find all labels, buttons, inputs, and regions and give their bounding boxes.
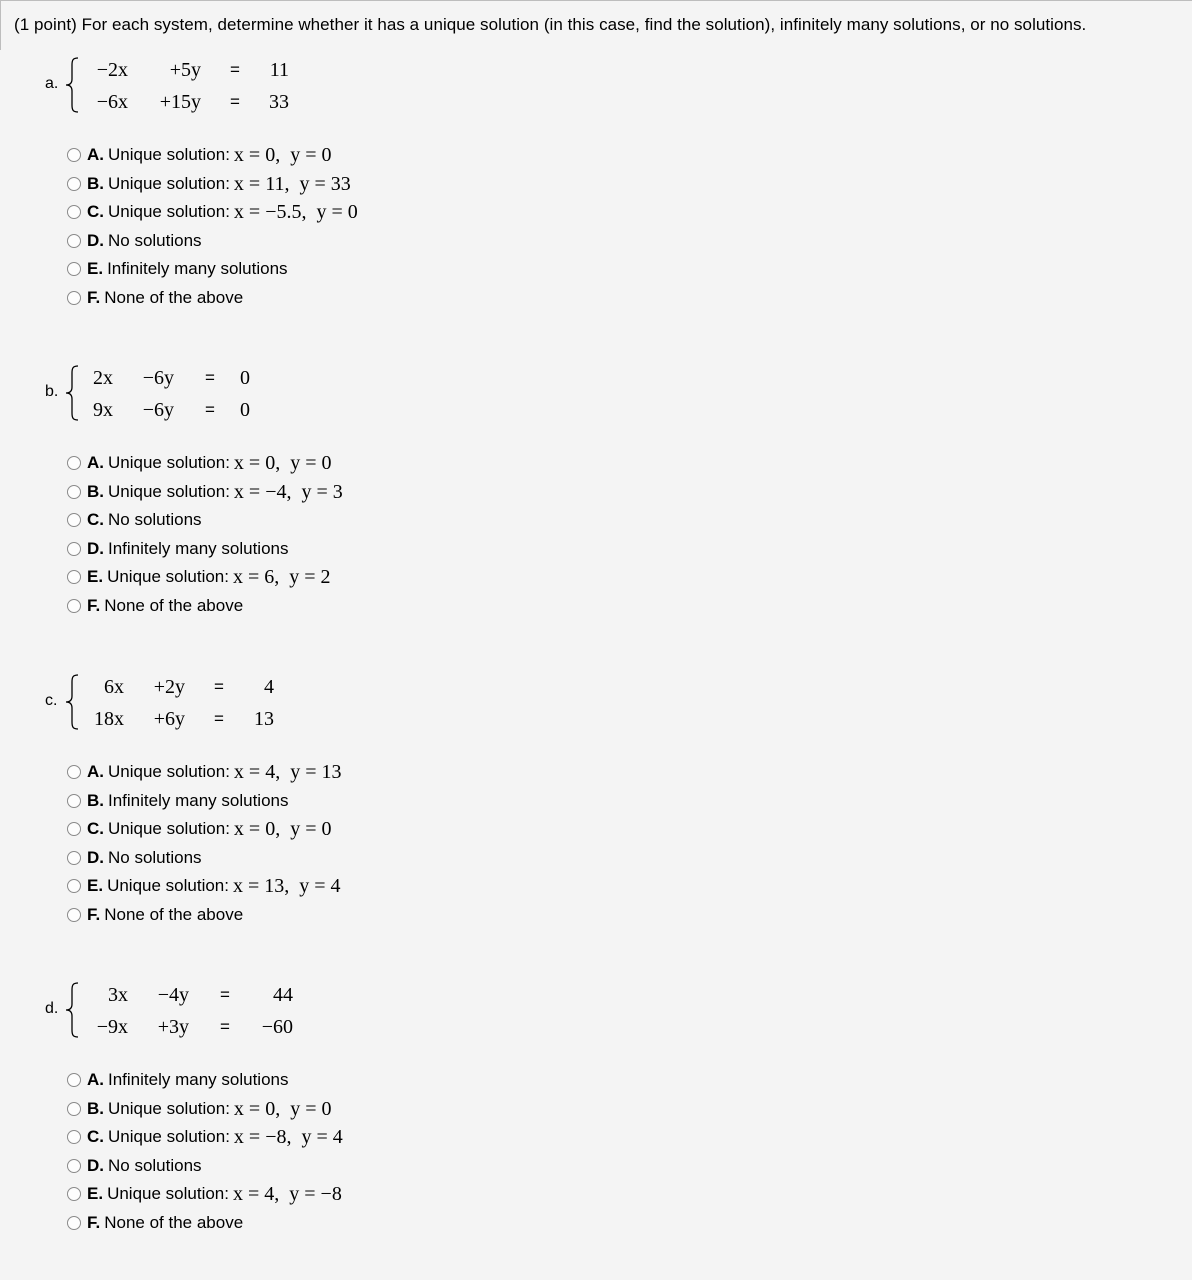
option-solution: x = −5.5, y = 0 bbox=[233, 201, 358, 224]
equation-term: −6y bbox=[142, 367, 174, 389]
part-label: c. bbox=[45, 692, 58, 709]
option-solution: x = 4, y = 13 bbox=[233, 761, 342, 783]
equation-row bbox=[0, 674, 400, 700]
part-label: a. bbox=[45, 75, 59, 92]
option-text: Unique solution: bbox=[107, 876, 229, 896]
part-a bbox=[0, 55, 1192, 355]
part-d bbox=[0, 980, 1192, 1280]
equation-rhs: 11 bbox=[269, 59, 289, 81]
option-solution: x = 13, y = 4 bbox=[232, 875, 341, 898]
radio-button[interactable] bbox=[67, 148, 81, 162]
option-text: Infinitely many solutions bbox=[108, 538, 289, 558]
equals-sign: = bbox=[230, 92, 240, 111]
option-text: Unique solution: bbox=[108, 453, 230, 472]
radio-button[interactable] bbox=[67, 542, 81, 556]
answer-option[interactable] bbox=[67, 874, 341, 898]
radio-button[interactable] bbox=[67, 1102, 81, 1116]
option-text: None of the above bbox=[104, 905, 244, 924]
option-text: Unique solution: bbox=[108, 1098, 230, 1118]
answer-option[interactable] bbox=[67, 286, 243, 310]
option-text: Infinitely many solutions bbox=[107, 259, 288, 279]
option-text: Unique solution: bbox=[108, 1127, 230, 1147]
option-solution: x = 0, y = 0 bbox=[233, 144, 332, 166]
radio-button[interactable] bbox=[67, 822, 81, 836]
radio-button[interactable] bbox=[67, 177, 81, 191]
answer-option[interactable] bbox=[67, 1068, 288, 1092]
radio-button[interactable] bbox=[67, 1187, 81, 1201]
equals-sign: = bbox=[205, 400, 215, 419]
equation-row bbox=[0, 706, 400, 732]
option-letter: A. bbox=[87, 762, 104, 781]
answer-option[interactable] bbox=[67, 229, 202, 253]
equation-term: −4y bbox=[157, 984, 189, 1006]
equals-sign: = bbox=[214, 677, 224, 696]
radio-button[interactable] bbox=[67, 908, 81, 922]
option-text: Infinitely many solutions bbox=[108, 790, 289, 810]
answer-option[interactable] bbox=[67, 846, 202, 870]
equation-row bbox=[0, 89, 400, 115]
equation-rhs: −60 bbox=[261, 1016, 293, 1038]
option-text: Unique solution: bbox=[108, 481, 230, 501]
equation-rhs: 4 bbox=[264, 676, 274, 698]
answer-option[interactable] bbox=[67, 1154, 202, 1178]
equals-sign: = bbox=[205, 368, 215, 387]
radio-button[interactable] bbox=[67, 262, 81, 276]
answer-option[interactable] bbox=[67, 172, 351, 196]
equation-rhs: 0 bbox=[240, 399, 250, 421]
option-letter: A. bbox=[87, 145, 104, 164]
option-letter: C. bbox=[87, 1127, 104, 1147]
option-letter: B. bbox=[87, 173, 104, 193]
equation-term: 6x bbox=[104, 676, 124, 698]
option-solution: x = 0, y = 0 bbox=[233, 452, 332, 474]
option-letter: A. bbox=[87, 453, 104, 472]
radio-button[interactable] bbox=[67, 485, 81, 499]
equation-rhs: 33 bbox=[269, 91, 289, 113]
option-text: Unique solution: bbox=[108, 173, 230, 193]
option-solution: x = 0, y = 0 bbox=[233, 1097, 332, 1120]
option-text: No solutions bbox=[108, 1155, 202, 1175]
equation-term: +2y bbox=[153, 676, 185, 698]
option-text: Unique solution: bbox=[108, 819, 230, 839]
equation-term: −6x bbox=[96, 91, 128, 113]
equation-term: −9x bbox=[96, 1016, 128, 1038]
option-text: Unique solution: bbox=[107, 567, 229, 587]
option-text: Infinitely many solutions bbox=[108, 1070, 289, 1089]
equals-sign: = bbox=[230, 60, 240, 79]
option-text: No solutions bbox=[108, 510, 202, 530]
option-letter: B. bbox=[87, 790, 104, 810]
equation-term: 2x bbox=[93, 367, 113, 389]
option-solution: x = 4, y = −8 bbox=[232, 1183, 342, 1206]
answer-option[interactable] bbox=[67, 903, 243, 927]
option-letter: D. bbox=[87, 847, 104, 867]
answer-option[interactable] bbox=[67, 565, 331, 589]
option-text: None of the above bbox=[104, 1213, 244, 1232]
radio-button[interactable] bbox=[67, 1073, 81, 1087]
option-letter: E. bbox=[87, 1184, 104, 1204]
option-text: No solutions bbox=[108, 847, 202, 867]
option-letter: E. bbox=[87, 876, 104, 896]
option-text: None of the above bbox=[104, 288, 244, 307]
answer-option[interactable] bbox=[67, 451, 331, 475]
answer-option[interactable] bbox=[67, 789, 288, 813]
equation-term: +3y bbox=[157, 1016, 189, 1038]
answer-option[interactable] bbox=[67, 1125, 343, 1149]
option-letter: D. bbox=[87, 538, 104, 558]
option-letter: C. bbox=[87, 819, 104, 839]
equation-row bbox=[0, 365, 400, 391]
option-solution: x = 6, y = 2 bbox=[232, 566, 331, 589]
part-label: b. bbox=[45, 383, 59, 400]
equation-term: +5y bbox=[169, 59, 201, 81]
answer-option[interactable] bbox=[67, 1097, 331, 1121]
equation-term: +6y bbox=[153, 708, 185, 730]
equation-rhs: 44 bbox=[273, 984, 293, 1006]
option-solution: x = 0, y = 0 bbox=[233, 818, 332, 841]
radio-button[interactable] bbox=[67, 234, 81, 248]
answer-option[interactable] bbox=[67, 1182, 342, 1206]
equation-term: +15y bbox=[159, 91, 201, 113]
answer-option[interactable] bbox=[67, 537, 288, 561]
part-b bbox=[0, 363, 1192, 663]
option-letter: D. bbox=[87, 230, 104, 250]
option-letter: F. bbox=[87, 905, 101, 924]
answer-option[interactable] bbox=[67, 1211, 243, 1235]
option-text: None of the above bbox=[104, 596, 244, 615]
option-letter: C. bbox=[87, 510, 104, 530]
equals-sign: = bbox=[214, 709, 224, 728]
radio-button[interactable] bbox=[67, 1159, 81, 1173]
equation-term: 9x bbox=[93, 399, 113, 421]
answer-option[interactable] bbox=[67, 480, 343, 504]
answer-option[interactable] bbox=[67, 508, 202, 532]
option-solution: x = 11, y = 33 bbox=[233, 172, 351, 195]
option-text: Unique solution: bbox=[108, 202, 230, 222]
option-solution: x = −4, y = 3 bbox=[233, 480, 343, 503]
equation-row bbox=[0, 57, 400, 83]
equation-term: −2x bbox=[96, 59, 128, 81]
option-letter: F. bbox=[87, 596, 101, 615]
equation-term: −6y bbox=[142, 399, 174, 421]
answer-option[interactable] bbox=[67, 594, 243, 618]
equation-term: 3x bbox=[108, 984, 128, 1006]
option-letter: B. bbox=[87, 481, 104, 501]
radio-button[interactable] bbox=[67, 456, 81, 470]
equation-row bbox=[0, 397, 400, 423]
radio-button[interactable] bbox=[67, 879, 81, 893]
equation-rhs: 13 bbox=[254, 708, 274, 730]
radio-button[interactable] bbox=[67, 291, 81, 305]
answer-option[interactable] bbox=[67, 257, 288, 281]
equals-sign: = bbox=[220, 985, 230, 1004]
option-solution: x = −8, y = 4 bbox=[233, 1126, 343, 1149]
answer-option[interactable] bbox=[67, 760, 341, 784]
option-letter: D. bbox=[87, 1155, 104, 1175]
answer-option[interactable] bbox=[67, 817, 331, 841]
option-letter: A. bbox=[87, 1070, 104, 1089]
option-letter: B. bbox=[87, 1098, 104, 1118]
option-text: Unique solution: bbox=[108, 145, 230, 164]
part-c bbox=[0, 672, 1192, 972]
radio-button[interactable] bbox=[67, 1216, 81, 1230]
option-letter: F. bbox=[87, 288, 101, 307]
option-letter: E. bbox=[87, 567, 104, 587]
option-letter: E. bbox=[87, 259, 104, 279]
radio-button[interactable] bbox=[67, 765, 81, 779]
option-text: No solutions bbox=[108, 230, 202, 250]
radio-button[interactable] bbox=[67, 205, 81, 219]
equation-row bbox=[0, 1014, 400, 1040]
problem-header bbox=[0, 0, 1192, 50]
radio-button[interactable] bbox=[67, 794, 81, 808]
option-letter: F. bbox=[87, 1213, 101, 1232]
equation-term: 18x bbox=[94, 708, 124, 730]
equation-rhs: 0 bbox=[240, 367, 250, 389]
part-label: d. bbox=[45, 1000, 59, 1017]
radio-button[interactable] bbox=[67, 513, 81, 527]
equals-sign: = bbox=[220, 1017, 230, 1036]
problem-statement: (1 point) For each system, determine whether it has a unique solution (in this case, find the solution), infinitely many solutions, or no solutions. bbox=[14, 15, 1087, 34]
answer-option[interactable] bbox=[67, 143, 331, 167]
option-text: Unique solution: bbox=[108, 762, 230, 781]
option-letter: C. bbox=[87, 202, 104, 222]
equation-row bbox=[0, 982, 400, 1008]
radio-button[interactable] bbox=[67, 570, 81, 584]
radio-button[interactable] bbox=[67, 599, 81, 613]
radio-button[interactable] bbox=[67, 851, 81, 865]
option-text: Unique solution: bbox=[107, 1184, 229, 1204]
answer-option[interactable] bbox=[67, 200, 358, 224]
radio-button[interactable] bbox=[67, 1130, 81, 1144]
